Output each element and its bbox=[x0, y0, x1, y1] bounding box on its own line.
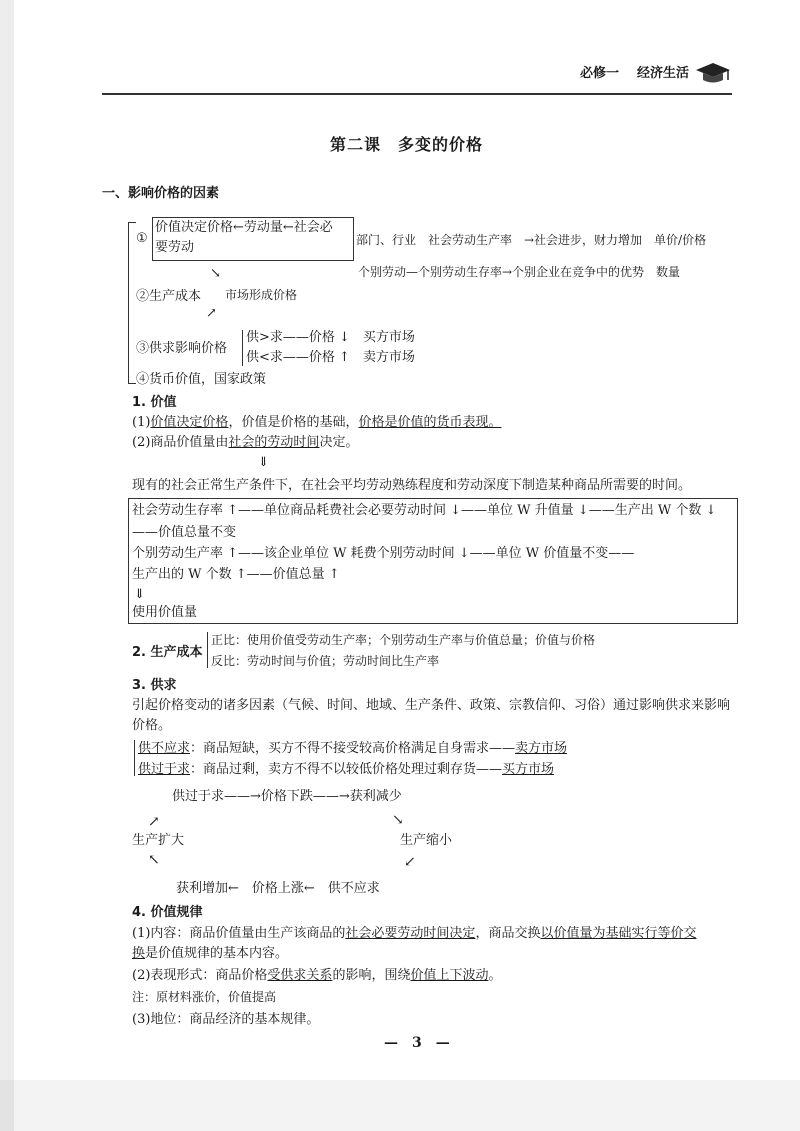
value-box-line5: ⇓ bbox=[134, 587, 145, 602]
cycle-right: 生产缩小 bbox=[400, 833, 453, 848]
lesson-title: 第二课 多变的价格 bbox=[330, 135, 484, 154]
value-arrow: ⇓ bbox=[258, 455, 269, 470]
value-p1-b: 价值决定价格 bbox=[150, 415, 229, 430]
law-p1-a: (1)内容：商品价值量由生产该商品的 bbox=[132, 926, 346, 941]
value-p1-c: ，价值是价格的基础， bbox=[228, 415, 359, 430]
law-p1-d: 以价值量为基础实行等价交 bbox=[540, 926, 697, 941]
header-subject: 经济生活 bbox=[637, 66, 690, 81]
value-p2-c: 决定。 bbox=[319, 435, 359, 450]
factor-4: ④货币价值，国家政策 bbox=[136, 372, 267, 387]
supply-demand-brace bbox=[134, 740, 135, 776]
sellers-market: 卖方市场 bbox=[515, 741, 568, 756]
value-box-line1: 社会劳动生存率 ↑——单位商品耗费社会必要劳动时间 ↓——单位 W 升值量 ↓——生产出 W 个数 ↓ bbox=[132, 503, 717, 518]
graduation-cap-icon bbox=[694, 60, 732, 86]
factor-2: ②生产成本 bbox=[136, 289, 202, 304]
supply-p1b: 价格。 bbox=[132, 718, 172, 733]
law-note: 注：原材料涨价，价值提高 bbox=[132, 990, 277, 1004]
law-p2-d: 价值上下波动 bbox=[410, 968, 489, 983]
section-title: 一、影响价格的因素 bbox=[102, 186, 220, 201]
factor-1-box-line1: 价值决定价格←劳动量←社会必 bbox=[155, 220, 333, 235]
market-formation: 市场形成价格 bbox=[225, 288, 298, 302]
value-p2 bbox=[132, 435, 358, 451]
law-p1-c: ，商品交换 bbox=[475, 926, 541, 941]
supply-demand-line1 bbox=[138, 741, 567, 757]
cost-heading: 2. 生产成本 bbox=[132, 645, 203, 660]
value-p1 bbox=[132, 415, 501, 431]
brace-top bbox=[128, 222, 136, 223]
value-p2-b: 社会的劳动时间 bbox=[228, 435, 320, 450]
value-box-line4: 生产出的 W 个数 ↑——价值总量 ↑ bbox=[132, 567, 340, 582]
supply-brace bbox=[242, 330, 243, 366]
law-p2-b: 受供求关系 bbox=[267, 968, 333, 983]
cycle-bottom: 获利增加← 价格上涨← 供不应求 bbox=[176, 881, 380, 896]
factor-1-box-line2: 要劳动 bbox=[155, 240, 195, 255]
law-p2-e: 。 bbox=[488, 968, 502, 983]
header-rule bbox=[102, 93, 732, 95]
cycle-arrow-ne: ↘ bbox=[392, 812, 404, 828]
value-p1-a: (1) bbox=[132, 415, 151, 430]
scan-edge-left bbox=[0, 0, 14, 1131]
oversupply-desc: ：商品过剩，卖方不得不以较低价格处理过剩存货—— bbox=[190, 762, 503, 777]
value-p1-d: 价格是价值的货币表现。 bbox=[358, 415, 502, 430]
law-p1 bbox=[132, 926, 696, 942]
buyers-market: 买方市场 bbox=[502, 762, 555, 777]
cycle-left: 生产扩大 bbox=[132, 833, 185, 848]
supply-p1: 引起价格变动的诸多因素（气候、时间、地域、生产条件、政策、宗教信仰、习俗）通过影响供求来影响 bbox=[132, 698, 731, 713]
cycle-arrow-sw: ↖ bbox=[148, 852, 160, 868]
short-supply: 供不应求 bbox=[138, 741, 191, 756]
supply-heading: 3. 供求 bbox=[132, 678, 177, 693]
law-p2 bbox=[132, 968, 501, 984]
value-box-line6: 使用价值量 bbox=[132, 605, 198, 620]
value-heading: 1. 价值 bbox=[132, 395, 177, 410]
arrow-up-right: ↗ bbox=[206, 306, 217, 321]
value-box-line2: ——价值总量不变 bbox=[132, 525, 237, 540]
law-p1-f: 是价值规律的基本内容。 bbox=[145, 946, 289, 961]
oversupply: 供过于求 bbox=[138, 762, 191, 777]
cycle-arrow-se: ↙ bbox=[404, 854, 416, 870]
supply-line-2: 供<求——价格 ↑ 卖方市场 bbox=[246, 350, 415, 365]
value-box-line3: 个别劳动生产率 ↑——该企业单位 W 耗费个别劳动时间 ↓——单位 W 价值量不变—— bbox=[132, 546, 635, 561]
law-p2-a: (2)表现形式：商品价格 bbox=[132, 968, 268, 983]
brace-bottom bbox=[128, 383, 136, 384]
law-p1-cont bbox=[132, 946, 288, 962]
cycle-top: 供过于求——→价格下跌——→获利减少 bbox=[172, 789, 402, 804]
factor-1-number: ① bbox=[136, 231, 148, 246]
scan-edge-bottom bbox=[0, 1080, 800, 1131]
cost-line2: 反比：劳动时间与价值；劳动时间比生产率 bbox=[211, 654, 440, 668]
arrow-down-right: ↘ bbox=[210, 266, 221, 281]
factor-1-right-row2: 个别劳动—个别劳动生存率→个别企业在竞争中的优势 数量 bbox=[358, 265, 681, 279]
brace-line bbox=[128, 222, 129, 384]
header-course: 必修一 bbox=[580, 66, 620, 81]
supply-demand-line2 bbox=[138, 762, 554, 778]
page-number: — 3 — bbox=[384, 1035, 450, 1051]
law-p1-e: 换 bbox=[132, 946, 146, 961]
factor-3: ③供求影响价格 bbox=[136, 341, 228, 356]
cost-brace bbox=[207, 632, 208, 668]
cost-line1: 正比：使用价值受劳动生产率；个别劳动生产率与价值总量；价值与价格 bbox=[211, 633, 596, 647]
supply-line-1: 供>求——价格 ↓ 买方市场 bbox=[246, 330, 415, 345]
law-p3: (3)地位：商品经济的基本规律。 bbox=[132, 1012, 320, 1027]
short-supply-desc: ：商品短缺，买方不得不接受较高价格满足自身需求—— bbox=[190, 741, 516, 756]
law-p2-c: 的影响，围绕 bbox=[332, 968, 411, 983]
factor-1-right-row1: 部门、行业 社会劳动生产率 →社会进步，财力增加 单价/价格 bbox=[356, 233, 707, 247]
law-p1-b: 社会必要劳动时间决定 bbox=[345, 926, 476, 941]
value-definition: 现有的社会正常生产条件下，在社会平均劳动熟练程度和劳动深度下制造某种商品所需要的时间。 bbox=[132, 478, 692, 493]
value-p2-a: (2)商品价值量由 bbox=[132, 435, 229, 450]
law-heading: 4. 价值规律 bbox=[132, 905, 203, 920]
cycle-arrow-nw: ↗ bbox=[148, 814, 160, 830]
